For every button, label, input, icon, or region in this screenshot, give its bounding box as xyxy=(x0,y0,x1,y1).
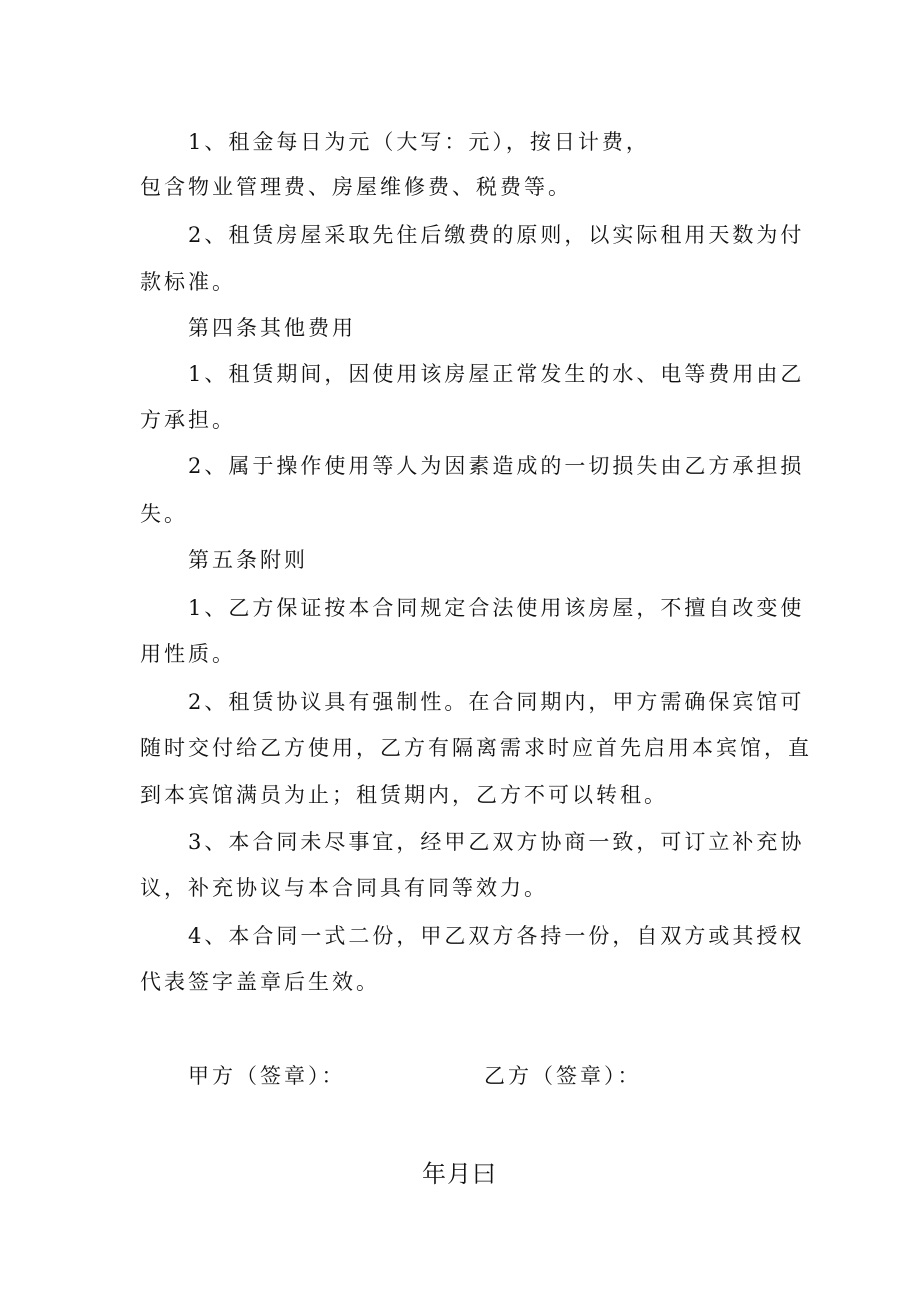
clause-3-1-line-2: 包含物业管理费、房屋维修费、税费等。 xyxy=(140,175,572,199)
clause-5-2-line-2: 随时交付给乙方使用，乙方有隔离需求时应首先启用本宾馆，直 xyxy=(140,736,812,760)
clause-5-3-line-1: 3、本合同未尽事宜，经甲乙双方协商一致，可订立补充协 xyxy=(188,830,805,854)
party-b-signature-label: 乙方（签章）： xyxy=(484,1064,642,1088)
clause-3-2-line-1: 2、租赁房屋采取先住后缴费的原则，以实际租用天数为付 xyxy=(188,223,805,247)
clause-5-4-line-2: 代表签字盖章后生效。 xyxy=(140,970,380,994)
clause-5-2-line-1: 2、租赁协议具有强制性。在合同期内，甲方需确保宾馆可 xyxy=(188,690,805,714)
clause-5-2-line-3: 到本宾馆满员为止；租赁期内，乙方不可以转租。 xyxy=(140,783,668,807)
clause-4-1-line-2: 方承担。 xyxy=(140,408,236,432)
clause-3-1-line-1: 1、租金每日为元（大写：元），按日计费， xyxy=(188,130,650,154)
date-line: 年月曰 xyxy=(422,1160,497,1188)
clause-5-4-line-1: 4、本合同一式二份，甲乙双方各持一份，自双方或其授权 xyxy=(188,924,805,948)
clause-4-1-line-1: 1、租赁期间，因使用该房屋正常发生的水、电等费用由乙 xyxy=(188,362,805,386)
clause-4-2-line-2: 失。 xyxy=(140,502,188,526)
clause-5-3-line-2: 议，补充协议与本合同具有同等效力。 xyxy=(140,876,548,900)
article-5-heading: 第五条附则 xyxy=(188,548,308,572)
clause-5-1-line-2: 用性质。 xyxy=(140,642,236,666)
party-a-signature-label: 甲方（签章）： xyxy=(188,1064,346,1088)
clause-5-1-line-1: 1、乙方保证按本合同规定合法使用该房屋，不擅自改变使 xyxy=(188,596,805,620)
clause-4-2-line-1: 2、属于操作使用等人为因素造成的一切损失由乙方承担损 xyxy=(188,454,805,478)
article-4-heading: 第四条其他费用 xyxy=(188,316,356,340)
clause-3-2-line-2: 款标准。 xyxy=(140,270,236,294)
